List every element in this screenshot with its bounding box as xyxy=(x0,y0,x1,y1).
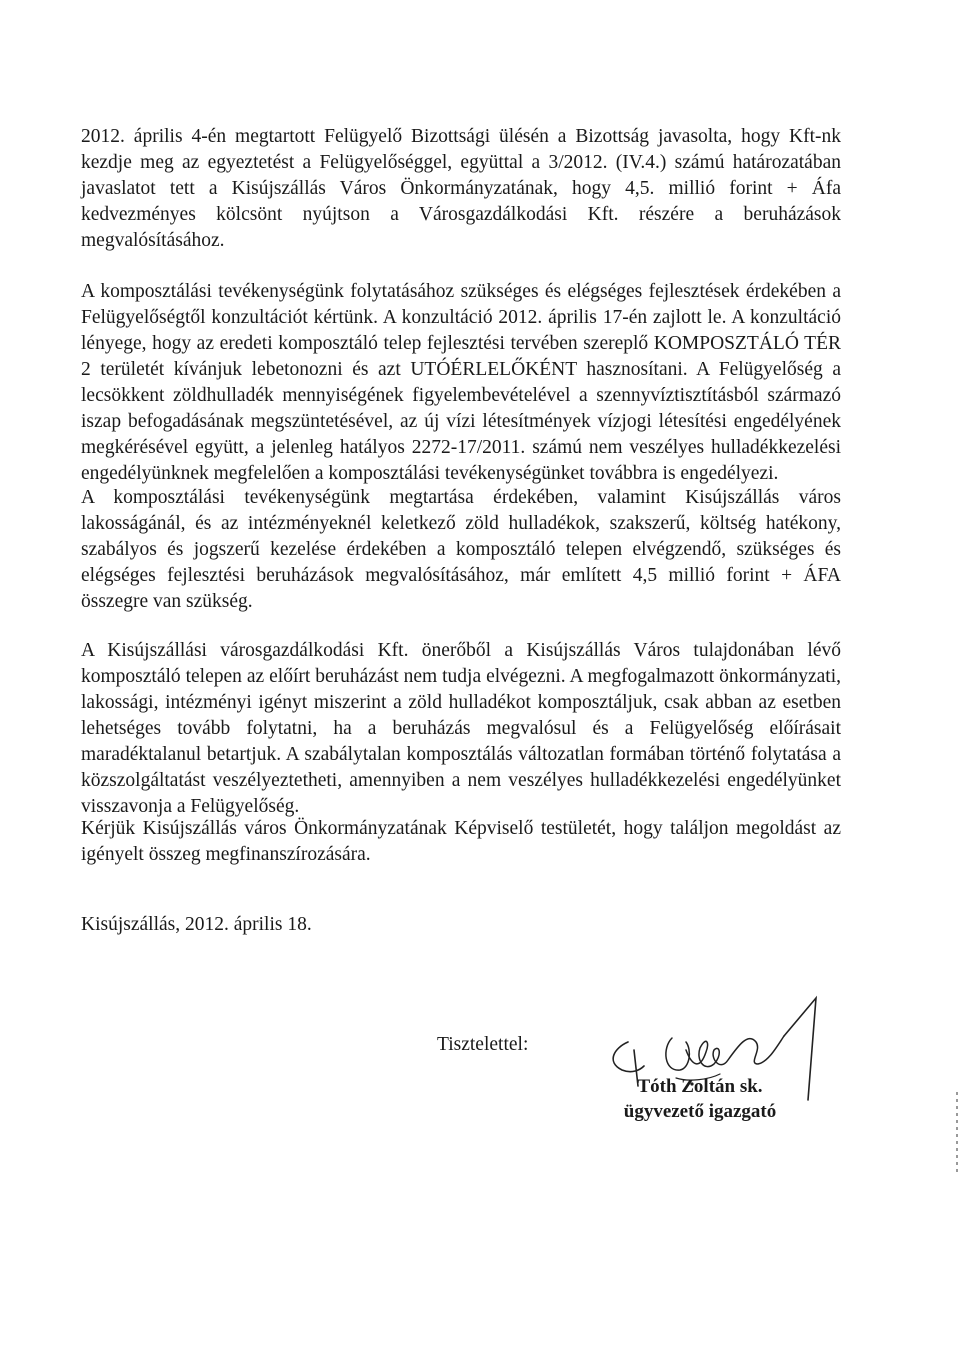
closing-salutation: Tisztelettel: xyxy=(437,1034,529,1055)
paragraph-own-resources: A Kisújszállási városgazdálkodási Kft. önerőből a Kisújszállás Város tulajdonában lévő komposztáló telepen az előírt beruházást nem tudja elvégezni. A megfogalmazott önkormányzati, lakossági, intézményi igényt miszerint a zöld hulladékot komposztáljuk, csak abban az esetben lehetséges tovább folytatni, ha a beruházás megvalósul és a Felügyelőség előírásait maradéktalanul betartjuk. A szabálytalan komposztálás változatlan formában történő folytatása a közszolgáltatást veszélyeztetheti, amennyiben a nem veszélyes hulladékkezelési engedélyünket visszavonja a Felügyelőség. xyxy=(81,640,841,817)
paragraph-consultation: A komposztálási tevékenységünk folytatásához szükséges és elégséges fejlesztések érdekében a Felügyelőségtől konzultációt kértünk. A konzultáció 2012. április 17-én zajlott le. A konzultáció lényege, hogy az eredeti komposztáló telep fejlesztési tervében szereplő KOMPOSZTÁLÓ TÉR 2 területét kívánjuk lebetonozni és azt UTÓÉRLELŐKÉNT hasznosítani. A Felügyelőség a lecsökkent zöldhulladék mennyiségének figyelembevételével a szennyvíztisztításból származó iszap befogadásának megszüntetésével, az új vízi létesítmények vízjogi létesítési engedélyének megkérésével együtt, a jelenleg hatályos 2272-17/2011. számú nem veszélyes hulladékkezelési engedélyünknek megfelelően a komposztálási tevékenységünket továbbra is engedélyezi. xyxy=(81,281,841,484)
signer-block xyxy=(600,1074,800,1124)
scan-edge-mark xyxy=(956,1092,958,1172)
paragraph-supervisory-board: 2012. április 4-én megtartott Felügyelő Bizottsági ülésén a Bizottság javasolta, hogy Kft-nk kezdje meg az egyeztetést a Felügyelőséggel, együttal a 3/2012. (IV.4.) számú határozatában javaslatot tett a Kisújszállás Város Önkormányzatának, hogy 4,5. millió forint + Áfa kedvezményes kölcsönt nyújtson a Városgazdálkodási Kft. részére a beruházások megvalósításához. xyxy=(81,126,841,251)
place-date: Kisújszállás, 2012. április 18. xyxy=(81,914,312,935)
paragraph-request: Kérjük Kisújszállás város Önkormányzatának Képviselő testületét, hogy találjon megoldást az igényelt összeg megfinanszírozására. xyxy=(81,818,841,865)
signer-name: Tóth Zoltán sk. xyxy=(637,1076,763,1097)
signer-title: ügyvezető igazgató xyxy=(623,1101,777,1122)
paragraph-funding-need: A komposztálási tevékenységünk megtartása érdekében, valamint Kisújszállás város lakosságánál, és az intézményeknél keletkező zöld hulladékok, szakszerű, költség hatékony, szabályos és jogszerű kezelése érdekében a komposztáló telepen elvégzendő, szükséges és elégséges fejlesztési beruházások megvalósításához, már említett 4,5 millió forint + ÁFA összegre van szükség. xyxy=(81,487,841,612)
